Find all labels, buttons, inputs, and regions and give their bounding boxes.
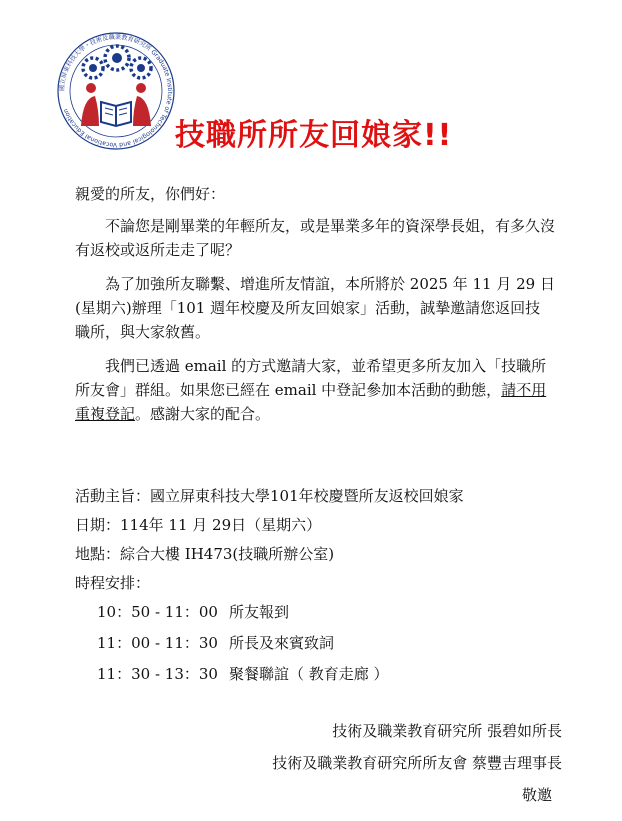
paragraph-3-text: 我們已透過 email 的方式邀請大家，並希望更多所友加入「技職所所友會」群組。如果您已經在 email 中登記參加本活動的動態， (75, 357, 547, 399)
schedule-time: 11：00 - 11：30 (97, 634, 218, 652)
schedule-activity: 所友報到 (229, 603, 290, 621)
institute-logo (55, 30, 177, 152)
signature-director: 技術及職業教育研究所 張碧如所長 (332, 722, 562, 740)
closing-regards: 敬邀 (521, 786, 552, 804)
schedule-time: 10：50 - 11：00 (97, 603, 218, 621)
no-duplicate-registration-note: 請不用重複登記 (75, 381, 547, 423)
letter-body (75, 182, 555, 436)
greeting: 親愛的所友，你們好： (75, 185, 226, 203)
signature-alumni-association: 技術及職業教育研究所所友會 蔡豐吉理事長 (272, 754, 562, 772)
event-location: 地點：綜合大樓 IH473(技職所辦公室) (75, 545, 335, 563)
paragraph-1: 不論您是剛畢業的年輕所友，或是畢業多年的資深學長姐，有多久沒有返校或返所走走了呢？ (75, 217, 556, 259)
schedule-time: 11：30 - 13：30 (97, 665, 218, 683)
event-details (75, 484, 555, 693)
schedule-item (75, 600, 555, 631)
page-title: 技職所所友回娘家!! (175, 118, 453, 153)
paragraph-3 (75, 354, 555, 426)
schedule-label: 時程安排： (75, 574, 151, 592)
paragraph-3-closing: 。感謝大家的配合。 (135, 405, 271, 423)
schedule-item (75, 631, 555, 662)
schedule-item (75, 662, 555, 693)
event-date: 日期：114年 11 月 29日（星期六） (75, 516, 322, 534)
logo-ring-text: 國立屏東科技大學・技術及職業教育研究所 Graduate Institute of Technological and Vocational Education (58, 33, 174, 149)
schedule-activity: 聚餐聯誼（ 教育走廊 ） (229, 665, 389, 683)
paragraph-2: 為了加強所友聯繫、增進所友情誼，本所將於 2025 年 11 月 29 日(星期六)辦理「101 週年校慶及所友回娘家」活動，誠摯邀請您返回技職所，與大家敘舊。 (75, 275, 555, 341)
schedule-activity: 所長及來賓致詞 (229, 634, 335, 652)
event-purpose: 活動主旨：國立屏東科技大學101年校慶暨所友返校回娘家 (75, 487, 464, 505)
